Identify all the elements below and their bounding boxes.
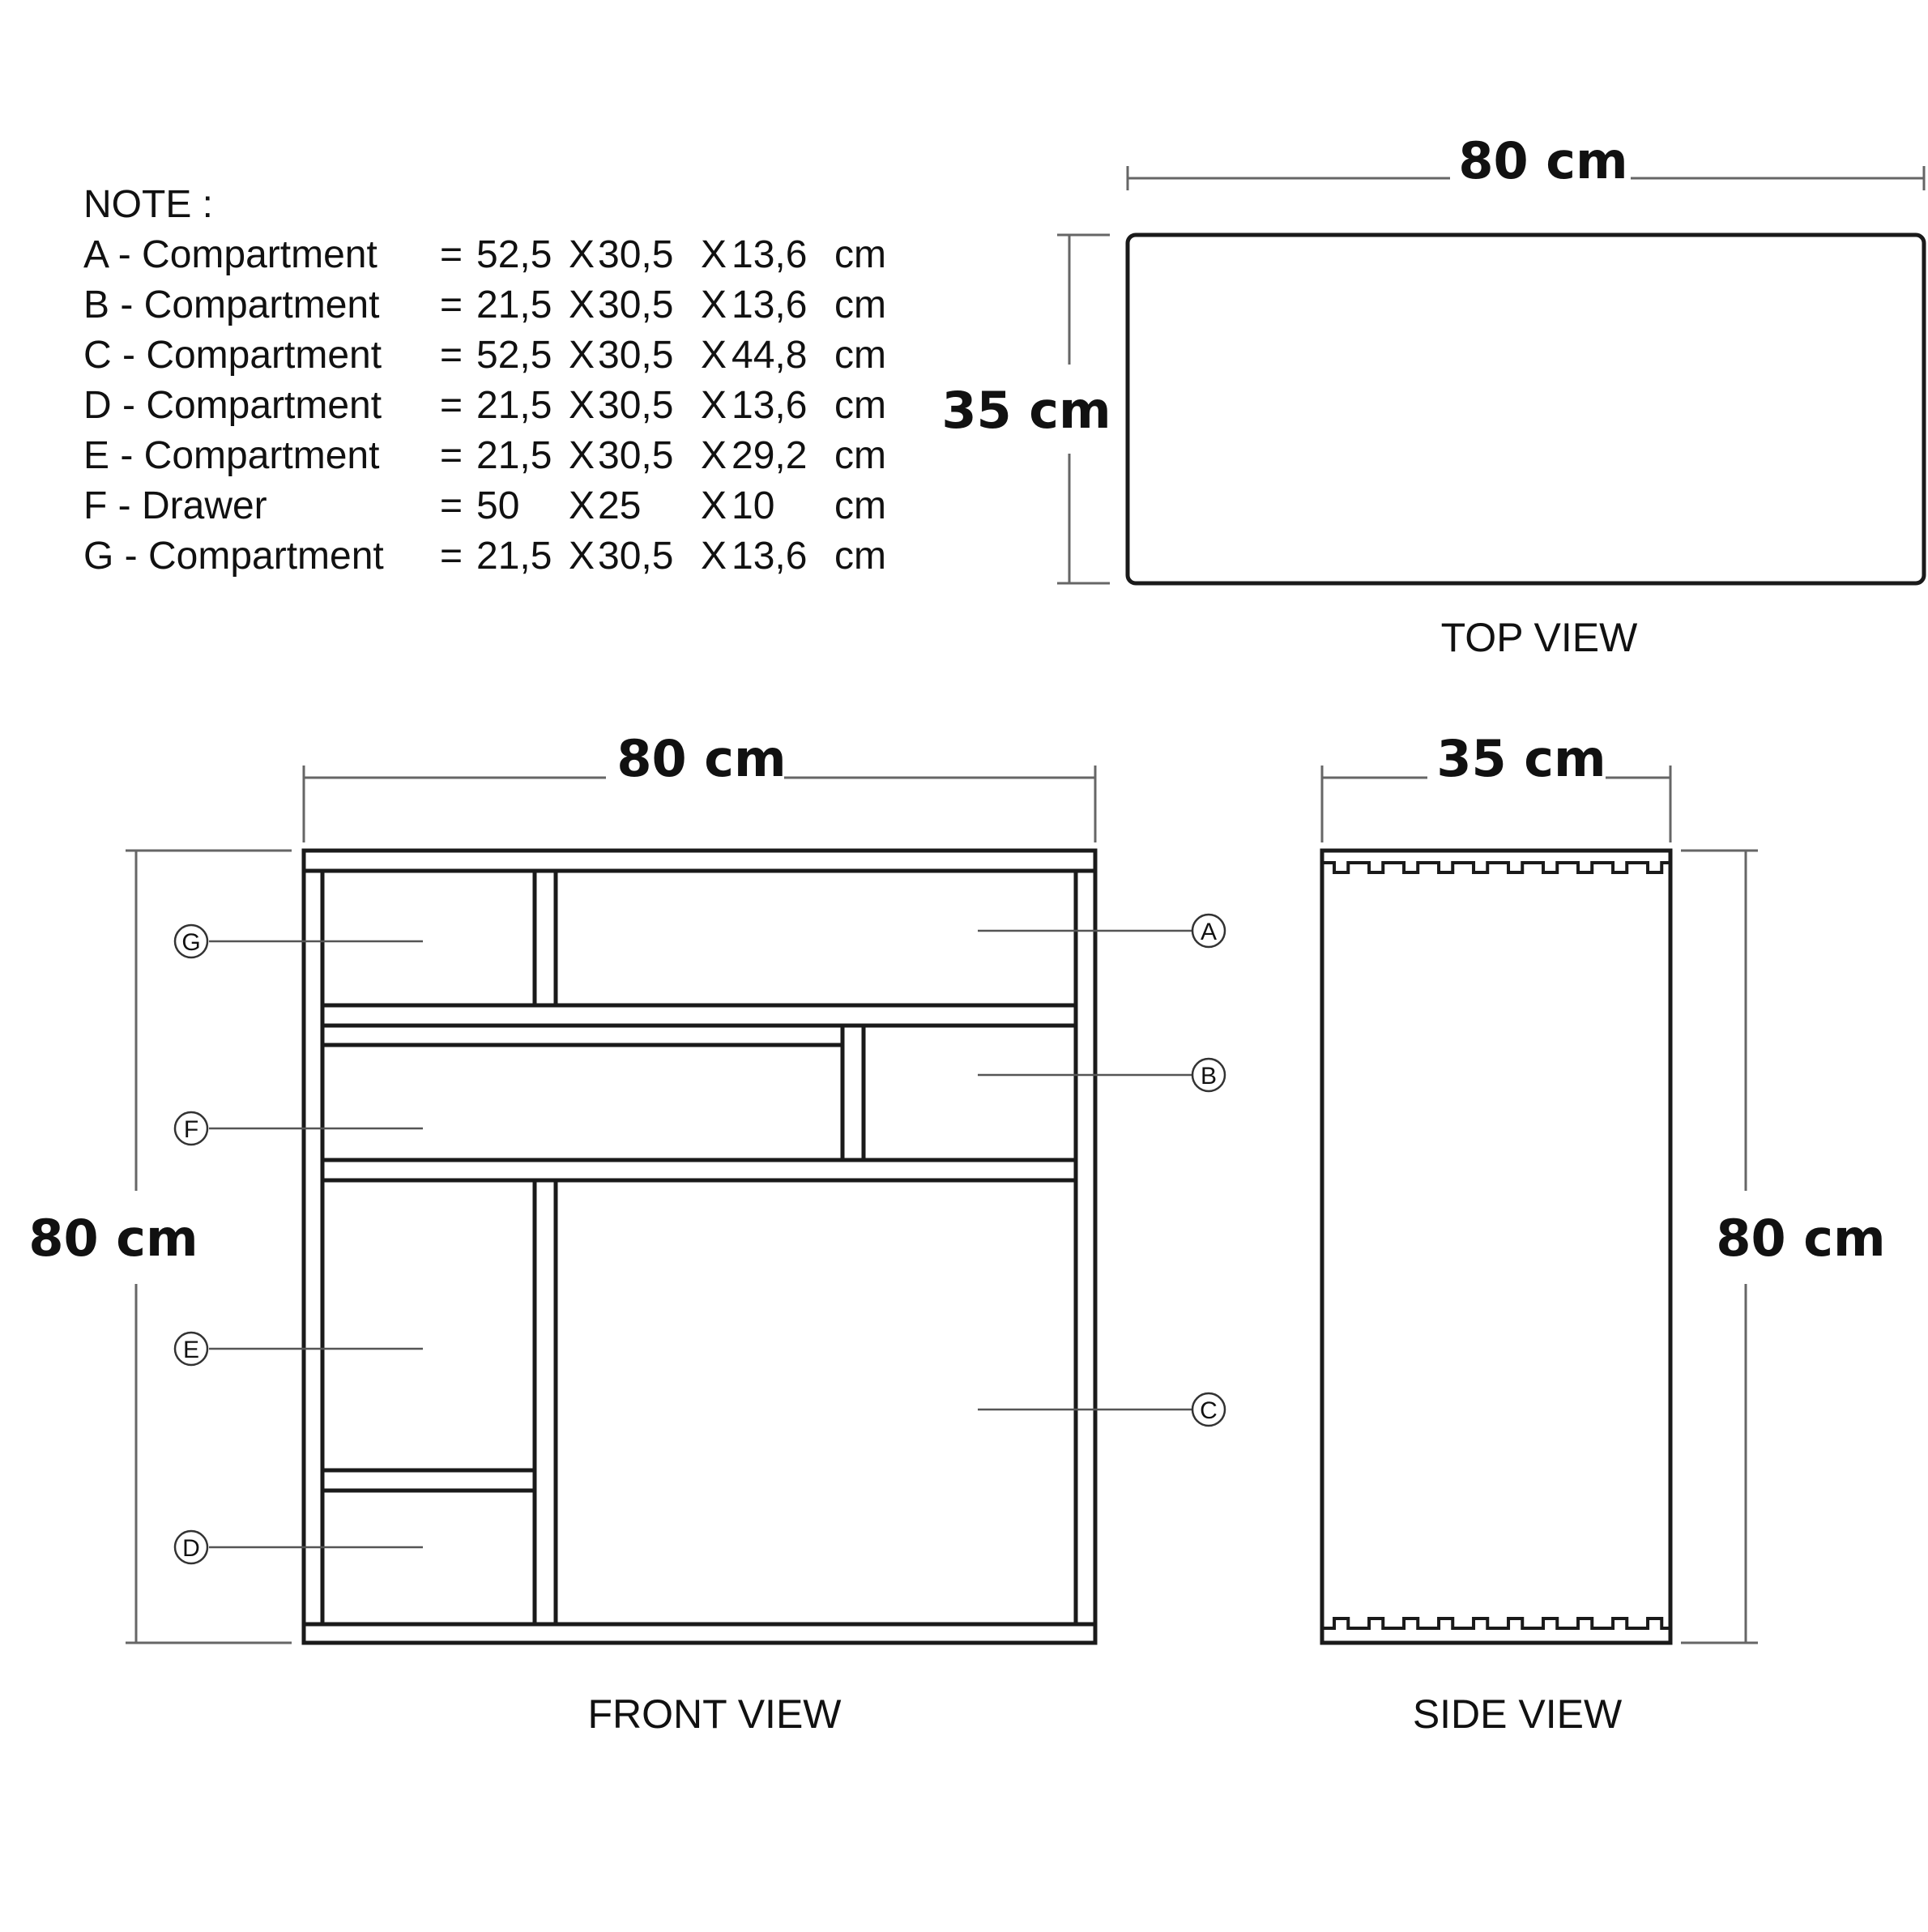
note-rows [83,233,886,578]
note-x1: X [569,233,595,276]
side-view-top-joint [1322,863,1670,872]
note-c: 10 [732,484,775,527]
note-x1: X [569,434,595,477]
note-b: 30,5 [598,535,674,578]
callout-g [175,925,207,957]
note-b: 30,5 [598,384,674,427]
top-view-outline [1128,235,1924,583]
note-a: 21,5 [476,284,552,326]
note-b: 30,5 [598,434,674,477]
note-x1: X [569,484,595,527]
note-row [83,284,886,326]
note-x1: X [569,535,595,578]
note-x1: X [569,334,595,377]
note-x2: X [701,434,727,477]
shelf-1 [322,1005,1076,1026]
note-row [83,434,886,477]
side-view-caption: SIDE VIEW [1412,1691,1623,1737]
divider-f-b [842,1026,864,1160]
note-label: G - Compartment [83,535,384,578]
shelf-2 [322,1160,1076,1180]
note-x2: X [701,284,727,326]
front-view-caption: FRONT VIEW [587,1691,842,1737]
note-a: 50 [476,484,520,527]
note-x1: X [569,284,595,326]
divider-e-c [535,1180,556,1624]
note-eq: = [440,535,463,578]
callout-d-letter: D [182,1535,200,1562]
callout-f-letter: F [183,1116,199,1143]
note-unit: cm [834,434,886,477]
callout-b [1192,1059,1225,1091]
note-label: C - Compartment [83,334,382,377]
callout-c-letter: C [1200,1397,1218,1424]
note-x2: X [701,233,727,276]
top-view-depth-label: 35 cm [941,381,1111,440]
note-a: 21,5 [476,384,552,427]
note-c: 13,6 [732,284,808,326]
note-unit: cm [834,284,886,326]
side-view [1322,729,1886,1737]
top-view [941,131,1924,660]
note-c: 13,6 [732,233,808,276]
side-view-outline [1322,851,1670,1643]
divider-g-a [535,871,556,1005]
note-b: 30,5 [598,284,674,326]
note-label: A - Compartment [83,233,377,276]
note-label: B - Compartment [83,284,380,326]
callout-c [1192,1393,1225,1426]
note-eq: = [440,334,463,377]
note-label: F - Drawer [83,484,267,527]
note-eq: = [440,233,463,276]
note-c: 13,6 [732,535,808,578]
note-eq: = [440,484,463,527]
note-c: 29,2 [732,434,808,477]
note-a: 52,5 [476,233,552,276]
top-view-caption: TOP VIEW [1440,615,1638,660]
note-x2: X [701,484,727,527]
note-a: 52,5 [476,334,552,377]
callout-e-letter: E [182,1337,200,1363]
note-x2: X [701,384,727,427]
note-unit: cm [834,384,886,427]
front-view [28,729,1225,1737]
callout-b-letter: B [1200,1063,1218,1090]
callout-d [175,1531,207,1563]
side-view-height-label: 80 cm [1716,1209,1886,1268]
note-c: 44,8 [732,334,808,377]
note-title: NOTE : [83,183,214,226]
note-row [83,334,886,377]
note-row [83,535,886,578]
note-x1: X [569,384,595,427]
note-c: 13,6 [732,384,808,427]
note-b: 25 [598,484,642,527]
note-unit: cm [834,535,886,578]
callout-a-letter: A [1200,919,1218,945]
top-view-width-label: 80 cm [1458,131,1628,190]
side-view-width-label: 35 cm [1436,729,1606,788]
note-eq: = [440,384,463,427]
side-view-bottom-joint [1322,1619,1670,1628]
note-row [83,233,886,276]
note-label: D - Compartment [83,384,382,427]
note-eq: = [440,284,463,326]
front-outer-frame [304,851,1095,1643]
note-row [83,484,886,527]
note-label: E - Compartment [83,434,380,477]
note-a: 21,5 [476,434,552,477]
callout-e [175,1333,207,1365]
front-view-width-label: 80 cm [616,729,787,788]
note-eq: = [440,434,463,477]
note-x2: X [701,535,727,578]
note-b: 30,5 [598,233,674,276]
note-row [83,384,886,427]
note-b: 30,5 [598,334,674,377]
note-a: 21,5 [476,535,552,578]
note-unit: cm [834,484,886,527]
front-view-height-label: 80 cm [28,1209,198,1268]
note-x2: X [701,334,727,377]
note-unit: cm [834,334,886,377]
callout-leaders [209,931,1192,1547]
note-unit: cm [834,233,886,276]
callout-g-letter: G [181,929,201,956]
callout-f [175,1112,207,1145]
callout-a [1192,915,1225,947]
shelf-e-d [322,1470,535,1491]
note-block [83,183,886,578]
